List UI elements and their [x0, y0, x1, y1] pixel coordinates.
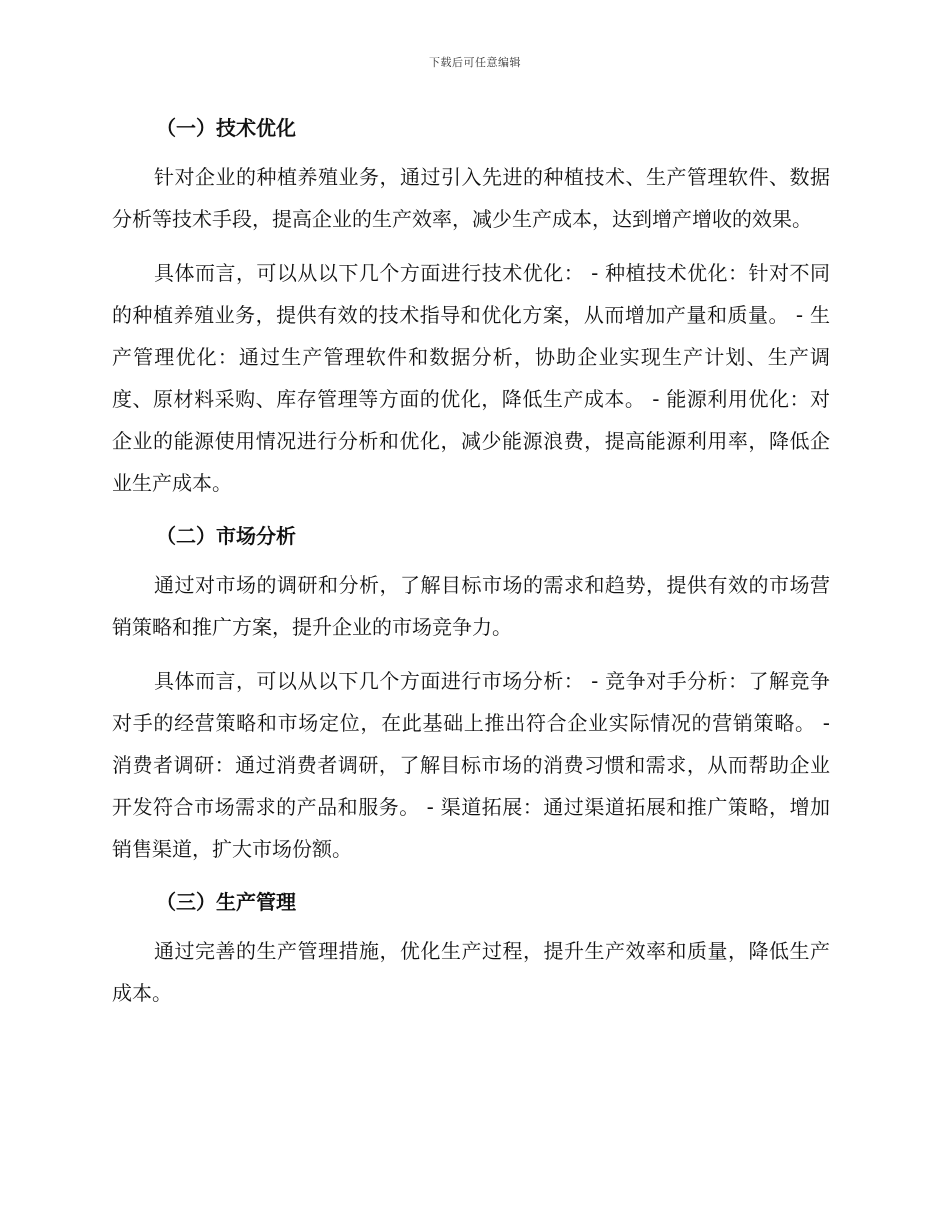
- paragraph: 具体而言，可以从以下几个方面进行技术优化： - 种植技术优化：针对不同的种植养殖业务，提供有效的技术指导和优化方案，从而增加产量和质量。 - 生产管理优化：通过生产管理软件和数据分析，协助企业实现生产计划、生产调度、原材料采购、库存管理等方面的优化，降低生产成本。 - 能源利用优化：对企业的能源使用情况进行分析和优化，减少能源浪费，提高能源利用率，降低企业生产成本。: [112, 261, 830, 495]
- paragraph: 具体而言，可以从以下几个方面进行市场分析： - 竞争对手分析：了解竞争对手的经营策略和市场定位，在此基础上推出符合企业实际情况的营销策略。 - 消费者调研：通过消费者调研，了解目标市场的消费习惯和需求，从而帮助企业开发符合市场需求的产品和服务。 - 渠道拓展：通过渠道拓展和推广策略，增加销售渠道，扩大市场份额。: [112, 669, 830, 861]
- document-body: [112, 108, 830, 1014]
- section-heading: （二）市场分析: [156, 524, 296, 548]
- paragraph: 通过对市场的调研和分析，了解目标市场的需求和趋势，提供有效的市场营销策略和推广方案，提升企业的市场竞争力。: [112, 573, 830, 639]
- page-header: 下载后可任意编辑: [429, 56, 521, 69]
- section-heading: （一）技术优化: [156, 116, 296, 140]
- section-production-management: [112, 882, 830, 1014]
- paragraph: 通过完善的生产管理措施，优化生产过程，提升生产效率和质量，降低生产成本。: [112, 939, 830, 1005]
- paragraph: 针对企业的种植养殖业务，通过引入先进的种植技术、生产管理软件、数据分析等技术手段，提高企业的生产效率，减少生产成本，达到增产增收的效果。: [112, 165, 830, 231]
- section-market-analysis: [112, 516, 830, 870]
- section-technology-optimization: [112, 108, 830, 504]
- section-heading: （三）生产管理: [156, 890, 296, 914]
